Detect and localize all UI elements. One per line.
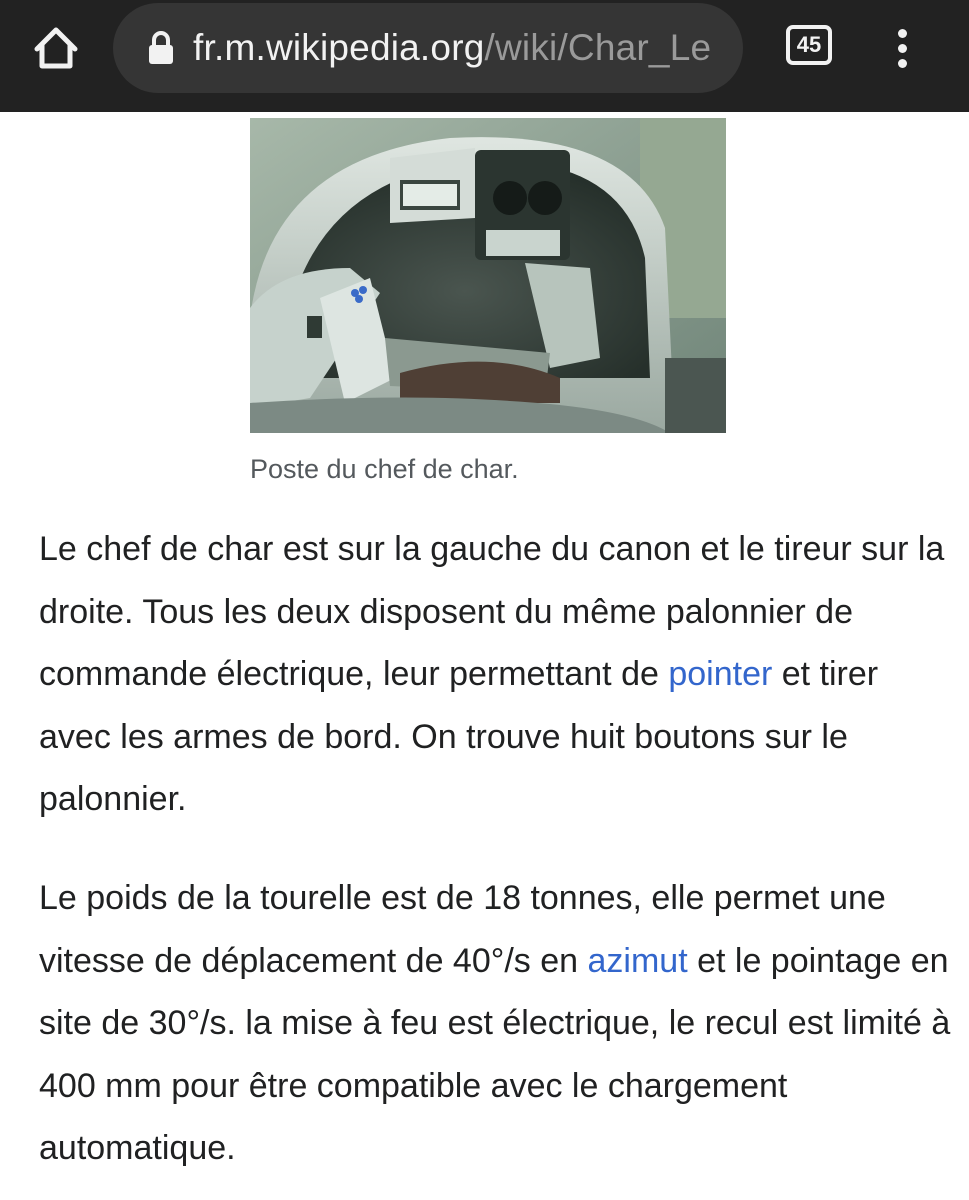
paragraph-2 (39, 867, 959, 1180)
link-azimut[interactable]: azimut (587, 941, 688, 980)
browser-toolbar (0, 0, 969, 112)
link-pointer[interactable]: pointer (668, 655, 773, 693)
paragraph-1 (39, 518, 959, 831)
menu-dot (898, 59, 907, 68)
paragraph-1-text-a: Le chef de char est sur la gauche du canon et le tireur sur la droite. Tous les deux disposent du même palonnier de commande électrique, leur permettant de (39, 530, 945, 693)
home-button[interactable] (24, 20, 88, 76)
lock-icon (143, 26, 179, 70)
paragraph-1-text-b: et tirer avec les armes de bord. On trouve huit boutons sur le palonnier. (39, 655, 879, 818)
menu-dot (898, 29, 907, 38)
url-host: fr.m.wikipedia.org (193, 27, 485, 68)
tab-count: 45 (796, 32, 822, 57)
home-icon (32, 25, 80, 71)
tank-commander-station-photo (250, 118, 726, 433)
url-text (193, 27, 711, 69)
image-caption: Poste du chef de char. (250, 454, 519, 484)
menu-dot (898, 44, 907, 53)
url-path: /wiki/Char_Le (484, 27, 712, 68)
paragraph-2-text-b: et le pointage en site de 30°/s. la mise à feu est électrique, le recul est limité à 400 mm pour être compatible avec le chargement automatique. (39, 941, 951, 1167)
address-bar[interactable] (113, 3, 743, 93)
article-image[interactable] (250, 118, 726, 433)
article-content (0, 112, 969, 1200)
tab-switcher-button[interactable] (786, 25, 832, 65)
more-vert-icon[interactable] (884, 20, 920, 76)
paragraph-2-text-a: Le poids de la tourelle est de 18 tonnes, elle permet une vitesse de déplacement de 40°/s en (39, 879, 886, 980)
